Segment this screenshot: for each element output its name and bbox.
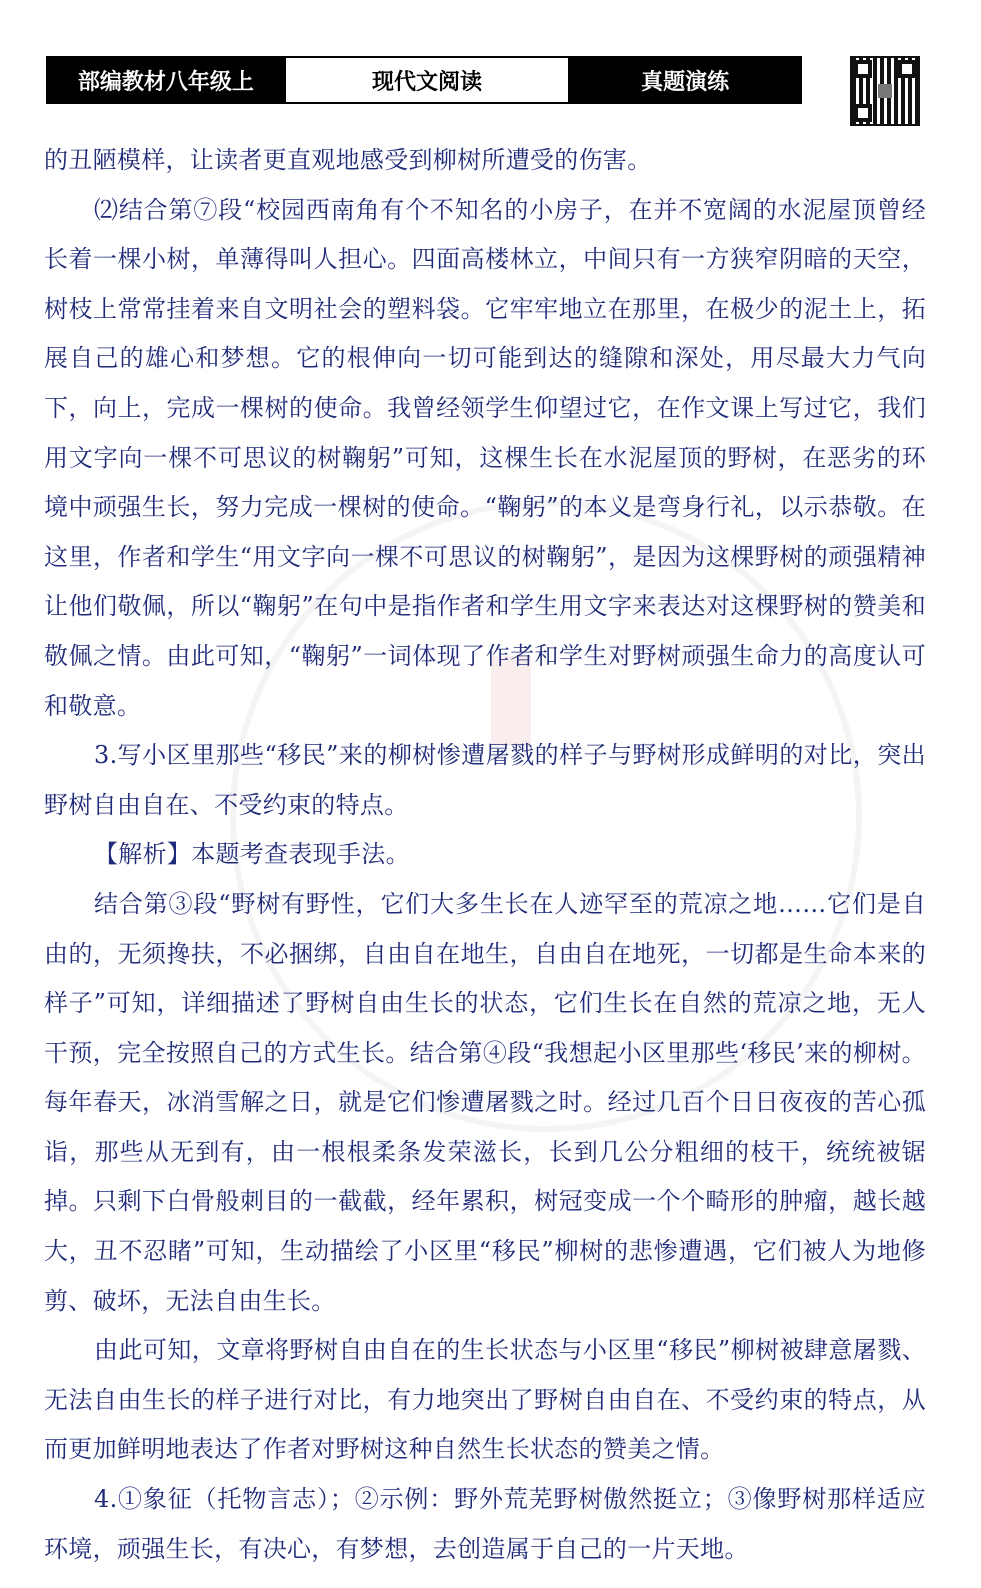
header-section: 真题演练 — [570, 58, 800, 102]
paragraph: 4.①象征（托物言志）；②示例：野外荒芜野树傲然挺立；③像野树那样适应环境，顽强生长，有决心，有梦想，去创造属于自己的一片天地。 — [44, 1485, 926, 1563]
document-body — [44, 136, 926, 1574]
paragraph: ⑵结合第⑦段“校园西南角有个不知名的小房子，在并不宽阔的水泥屋顶曾经长着一棵小树，单薄得叫人担心。四面高楼林立，中间只有一方狭窄阴暗的天空，树枝上常常挂着来自文明社会的塑料袋。它牢牢地立在那里，在极少的泥土上，拓展自己的雄心和梦想。它的根伸向一切可能到达的缝隙和深处，用尽最大力气向下，向上，完成一棵树的使命。我曾经领学生仰望过它，在作文课上写过它，我们用文字向一棵不可思议的树鞠躬”可知，这棵生长在水泥屋顶的野树，在恶劣的环境中顽强生长，努力完成一棵树的使命。“鞠躬”的本义是弯身行礼，以示恭敬。在这里，作者和学生“用文字向一棵不可思议的树鞠躬”，是因为这棵野树的顽强精神让他们敬佩，所以“鞠躬”在句中是指作者和学生用文字来表达对这棵野树的赞美和敬佩之情。由此可知，“鞠躬”一词体现了作者和学生对野树顽强生命力的高度认可和敬意。 — [44, 195, 926, 720]
header-subject: 现代文阅读 — [284, 58, 570, 102]
paragraph: 结合第③段“野树有野性，它们大多生长在人迹罕至的荒凉之地……它们是自由的，无须搀扶，不必捆绑，自由自在地生，自由自在地死，一切都是生命本来的样子”可知，详细描述了野树自由生长的状态，它们生长在自然的荒凉之地，无人干预，完全按照自己的方式生长。结合第④段“我想起小区里那些‘移民’来的柳树。每年春天，冰消雪解之日，就是它们惨遭屠戮之时。经过几百个日日夜夜的苦心孤诣，那些从无到有，由一根根柔条发荣滋长，长到几公分粗细的枝干，统统被锯掉。只剩下白骨般刺目的一截截，经年累积，树冠变成一个个畸形的肿瘤，越长越大，丑不忍睹”可知，生动描绘了小区里“移民”柳树的悲惨遭遇，它们被人为地修剪、破坏，无法自由生长。 — [44, 889, 926, 1315]
paragraph: 由此可知，文章将野树自由自在的生长状态与小区里“移民”柳树被肆意屠戮、无法自由生长的样子进行对比，有力地突出了野树自由自在、不受约束的特点，从而更加鲜明地表达了作者对野树这种自然生长状态的赞美之情。 — [44, 1336, 926, 1464]
header-grade: 部编教材八年级上 — [48, 58, 284, 102]
header-bar — [46, 56, 802, 104]
paragraph: 【解析】本题考查表现手法。 — [94, 840, 410, 869]
paragraph: 的丑陋模样，让读者更直观地感受到柳树所遭受的伤害。 — [44, 146, 652, 174]
qr-code-icon — [850, 56, 920, 126]
paragraph: 3.写小区里那些“移民”来的柳树惨遭屠戮的样子与野树形成鲜明的对比，突出野树自由自在、不受约束的特点。 — [44, 741, 926, 819]
